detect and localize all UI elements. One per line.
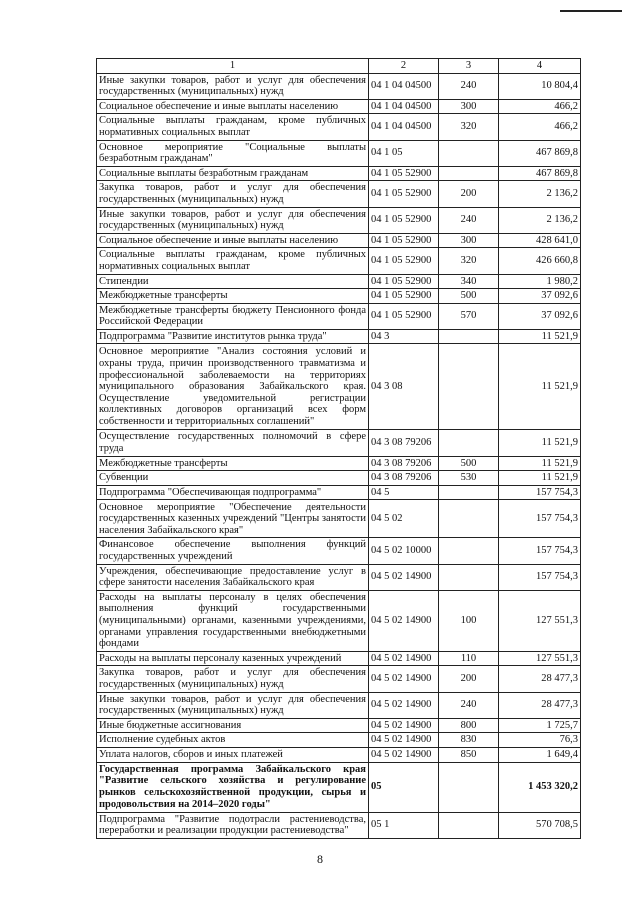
table-row [97,233,581,248]
table-row [97,114,581,140]
table-row [97,329,581,344]
row-vr-cell [439,344,499,430]
row-vr-cell: 240 [439,207,499,233]
row-sum-cell: 466,2 [499,99,581,114]
row-sum-cell: 76,3 [499,733,581,748]
row-sum-cell: 127 551,3 [499,651,581,666]
row-sum-cell: 1 453 320,2 [499,762,581,812]
row-name-cell: Социальные выплаты безработным гражданам [97,166,369,181]
table-row [97,666,581,692]
row-vr-cell [439,538,499,564]
row-name-cell: Основное мероприятие "Социальные выплаты безработным гражданам" [97,140,369,166]
row-vr-cell [439,485,499,500]
row-vr-cell [439,140,499,166]
row-name-cell: Основное мероприятие "Обеспечение деятельности государственных казенных учреждений "Центры занятости населения Забайкальского края" [97,500,369,538]
row-vr-cell: 200 [439,181,499,207]
row-sum-cell: 2 136,2 [499,181,581,207]
row-name-cell: Учреждения, обеспечивающие предоставление услуг в сфере занятости населения Забайкальского края [97,564,369,590]
row-name-cell: Осуществление государственных полномочий в сфере труда [97,430,369,456]
row-sum-cell: 157 754,3 [499,564,581,590]
row-code-cell: 04 1 05 [369,140,439,166]
row-code-cell: 04 5 02 14900 [369,718,439,733]
row-vr-cell [439,812,499,838]
table-row [97,181,581,207]
row-vr-cell: 240 [439,73,499,99]
row-name-cell: Социальное обеспечение и иные выплаты населению [97,99,369,114]
row-vr-cell: 300 [439,99,499,114]
row-sum-cell: 11 521,9 [499,329,581,344]
row-code-cell: 04 1 05 52900 [369,303,439,329]
row-name-cell: Иные закупки товаров, работ и услуг для обеспечения государственных (муниципальных) нужд [97,692,369,718]
row-sum-cell: 11 521,9 [499,344,581,430]
row-name-cell: Расходы на выплаты персоналу в целях обеспечения выполнения функций государственными (муниципальными) органами, казенными учреждениями, органами управления государственными внебюджетными фондами [97,590,369,651]
table-row [97,718,581,733]
row-vr-cell: 200 [439,666,499,692]
row-code-cell: 04 5 [369,485,439,500]
row-name-cell: Межбюджетные трансферты [97,456,369,471]
table-row [97,430,581,456]
table-row [97,344,581,430]
row-sum-cell: 467 869,8 [499,140,581,166]
row-vr-cell: 500 [439,456,499,471]
table-row [97,538,581,564]
row-name-cell: Иные бюджетные ассигнования [97,718,369,733]
row-name-cell: Стипендии [97,274,369,289]
row-name-cell: Субвенции [97,471,369,486]
page-number: 8 [317,852,323,866]
row-name-cell: Основное мероприятие "Анализ состояния условий и охраны труда, причин производственного травматизма и профессиональной заболеваемости на территориях муниципального образования Забайкальского края. Осуществление уведомительной регистрации коллективных договоров организаций всех форм собственности и территориальных соглашений" [97,344,369,430]
row-sum-cell: 157 754,3 [499,485,581,500]
table-row [97,73,581,99]
row-name-cell: Подпрограмма "Развитие институтов рынка труда" [97,329,369,344]
row-vr-cell: 100 [439,590,499,651]
table-body [97,73,581,838]
table-row [97,692,581,718]
row-code-cell: 04 1 05 52900 [369,233,439,248]
row-sum-cell: 11 521,9 [499,456,581,471]
row-name-cell: Социальное обеспечение и иные выплаты населению [97,233,369,248]
row-vr-cell [439,430,499,456]
row-code-cell: 04 5 02 14900 [369,564,439,590]
row-vr-cell: 110 [439,651,499,666]
table-row [97,274,581,289]
row-vr-cell: 570 [439,303,499,329]
row-sum-cell: 467 869,8 [499,166,581,181]
row-code-cell: 04 3 08 79206 [369,430,439,456]
row-sum-cell: 11 521,9 [499,430,581,456]
table-row [97,248,581,274]
row-vr-cell: 340 [439,274,499,289]
table-row [97,733,581,748]
row-name-cell: Финансовое обеспечение выполнения функций государственных учреждений [97,538,369,564]
row-code-cell: 04 1 05 52900 [369,289,439,304]
row-vr-cell: 530 [439,471,499,486]
row-code-cell: 04 1 05 52900 [369,274,439,289]
budget-table [96,58,581,839]
table-row [97,812,581,838]
table-row [97,762,581,812]
table-row [97,166,581,181]
row-code-cell: 04 1 05 52900 [369,207,439,233]
row-vr-cell: 800 [439,718,499,733]
row-vr-cell: 850 [439,747,499,762]
table-header-row [97,59,581,74]
row-vr-cell: 320 [439,114,499,140]
table-row [97,651,581,666]
row-name-cell: Подпрограмма "Обеспечивающая подпрограмма" [97,485,369,500]
row-code-cell: 04 5 02 14900 [369,651,439,666]
row-code-cell: 04 5 02 14900 [369,590,439,651]
row-name-cell: Социальные выплаты гражданам, кроме публичных нормативных социальных выплат [97,114,369,140]
top-rule [560,10,622,12]
row-code-cell: 05 1 [369,812,439,838]
row-code-cell: 05 [369,762,439,812]
row-sum-cell: 426 660,8 [499,248,581,274]
row-sum-cell: 1 649,4 [499,747,581,762]
row-vr-cell: 830 [439,733,499,748]
row-code-cell: 04 1 04 04500 [369,73,439,99]
row-vr-cell [439,762,499,812]
table-row [97,456,581,471]
row-code-cell: 04 5 02 14900 [369,666,439,692]
row-sum-cell: 11 521,9 [499,471,581,486]
row-sum-cell: 570 708,5 [499,812,581,838]
table-row [97,140,581,166]
table-row [97,207,581,233]
row-code-cell: 04 1 05 52900 [369,248,439,274]
row-name-cell: Межбюджетные трансферты [97,289,369,304]
row-code-cell: 04 3 08 79206 [369,456,439,471]
table-row [97,500,581,538]
row-sum-cell: 157 754,3 [499,538,581,564]
row-sum-cell: 127 551,3 [499,590,581,651]
table-row [97,99,581,114]
row-name-cell: Иные закупки товаров, работ и услуг для обеспечения государственных (муниципальных) нужд [97,207,369,233]
row-code-cell: 04 3 [369,329,439,344]
row-sum-cell: 1 725,7 [499,718,581,733]
row-code-cell: 04 3 08 [369,344,439,430]
row-vr-cell [439,500,499,538]
row-vr-cell [439,564,499,590]
table-row [97,564,581,590]
row-code-cell: 04 1 05 52900 [369,181,439,207]
row-vr-cell: 240 [439,692,499,718]
row-sum-cell: 466,2 [499,114,581,140]
budget-table-sheet [96,58,580,839]
row-code-cell: 04 5 02 14900 [369,747,439,762]
row-sum-cell: 157 754,3 [499,500,581,538]
row-code-cell: 04 3 08 79206 [369,471,439,486]
table-row [97,747,581,762]
row-sum-cell: 1 980,2 [499,274,581,289]
row-code-cell: 04 1 05 52900 [369,166,439,181]
row-name-cell: Исполнение судебных актов [97,733,369,748]
row-sum-cell: 37 092,6 [499,303,581,329]
row-vr-cell [439,166,499,181]
row-name-cell: Закупка товаров, работ и услуг для обеспечения государственных (муниципальных) нужд [97,666,369,692]
row-name-cell: Закупка товаров, работ и услуг для обеспечения государственных (муниципальных) нужд [97,181,369,207]
table-row [97,485,581,500]
table-row [97,303,581,329]
row-name-cell: Расходы на выплаты персоналу казенных учреждений [97,651,369,666]
row-vr-cell: 500 [439,289,499,304]
row-sum-cell: 28 477,3 [499,666,581,692]
table-row [97,471,581,486]
row-vr-cell: 320 [439,248,499,274]
row-sum-cell: 428 641,0 [499,233,581,248]
row-code-cell: 04 5 02 [369,500,439,538]
row-sum-cell: 28 477,3 [499,692,581,718]
row-name-cell: Социальные выплаты гражданам, кроме публичных нормативных социальных выплат [97,248,369,274]
table-row [97,289,581,304]
row-vr-cell: 300 [439,233,499,248]
header-col2: 2 [369,59,439,74]
header-col4: 4 [499,59,581,74]
row-name-cell: Государственная программа Забайкальского края "Развитие сельского хозяйства и регулирование рынков сельскохозяйственной продукции, сырья и продовольствия на 2014–2020 годы" [97,762,369,812]
row-sum-cell: 2 136,2 [499,207,581,233]
row-code-cell: 04 1 04 04500 [369,114,439,140]
row-code-cell: 04 5 02 14900 [369,692,439,718]
row-code-cell: 04 1 04 04500 [369,99,439,114]
row-name-cell: Подпрограмма "Развитие подотрасли растениеводства, переработки и реализации продукции растениеводства" [97,812,369,838]
header-col1: 1 [97,59,369,74]
row-name-cell: Иные закупки товаров, работ и услуг для обеспечения государственных (муниципальных) нужд [97,73,369,99]
row-vr-cell [439,329,499,344]
table-row [97,590,581,651]
header-col3: 3 [439,59,499,74]
row-code-cell: 04 5 02 14900 [369,733,439,748]
row-code-cell: 04 5 02 10000 [369,538,439,564]
row-sum-cell: 10 804,4 [499,73,581,99]
row-sum-cell: 37 092,6 [499,289,581,304]
row-name-cell: Межбюджетные трансферты бюджету Пенсионного фонда Российской Федерации [97,303,369,329]
row-name-cell: Уплата налогов, сборов и иных платежей [97,747,369,762]
